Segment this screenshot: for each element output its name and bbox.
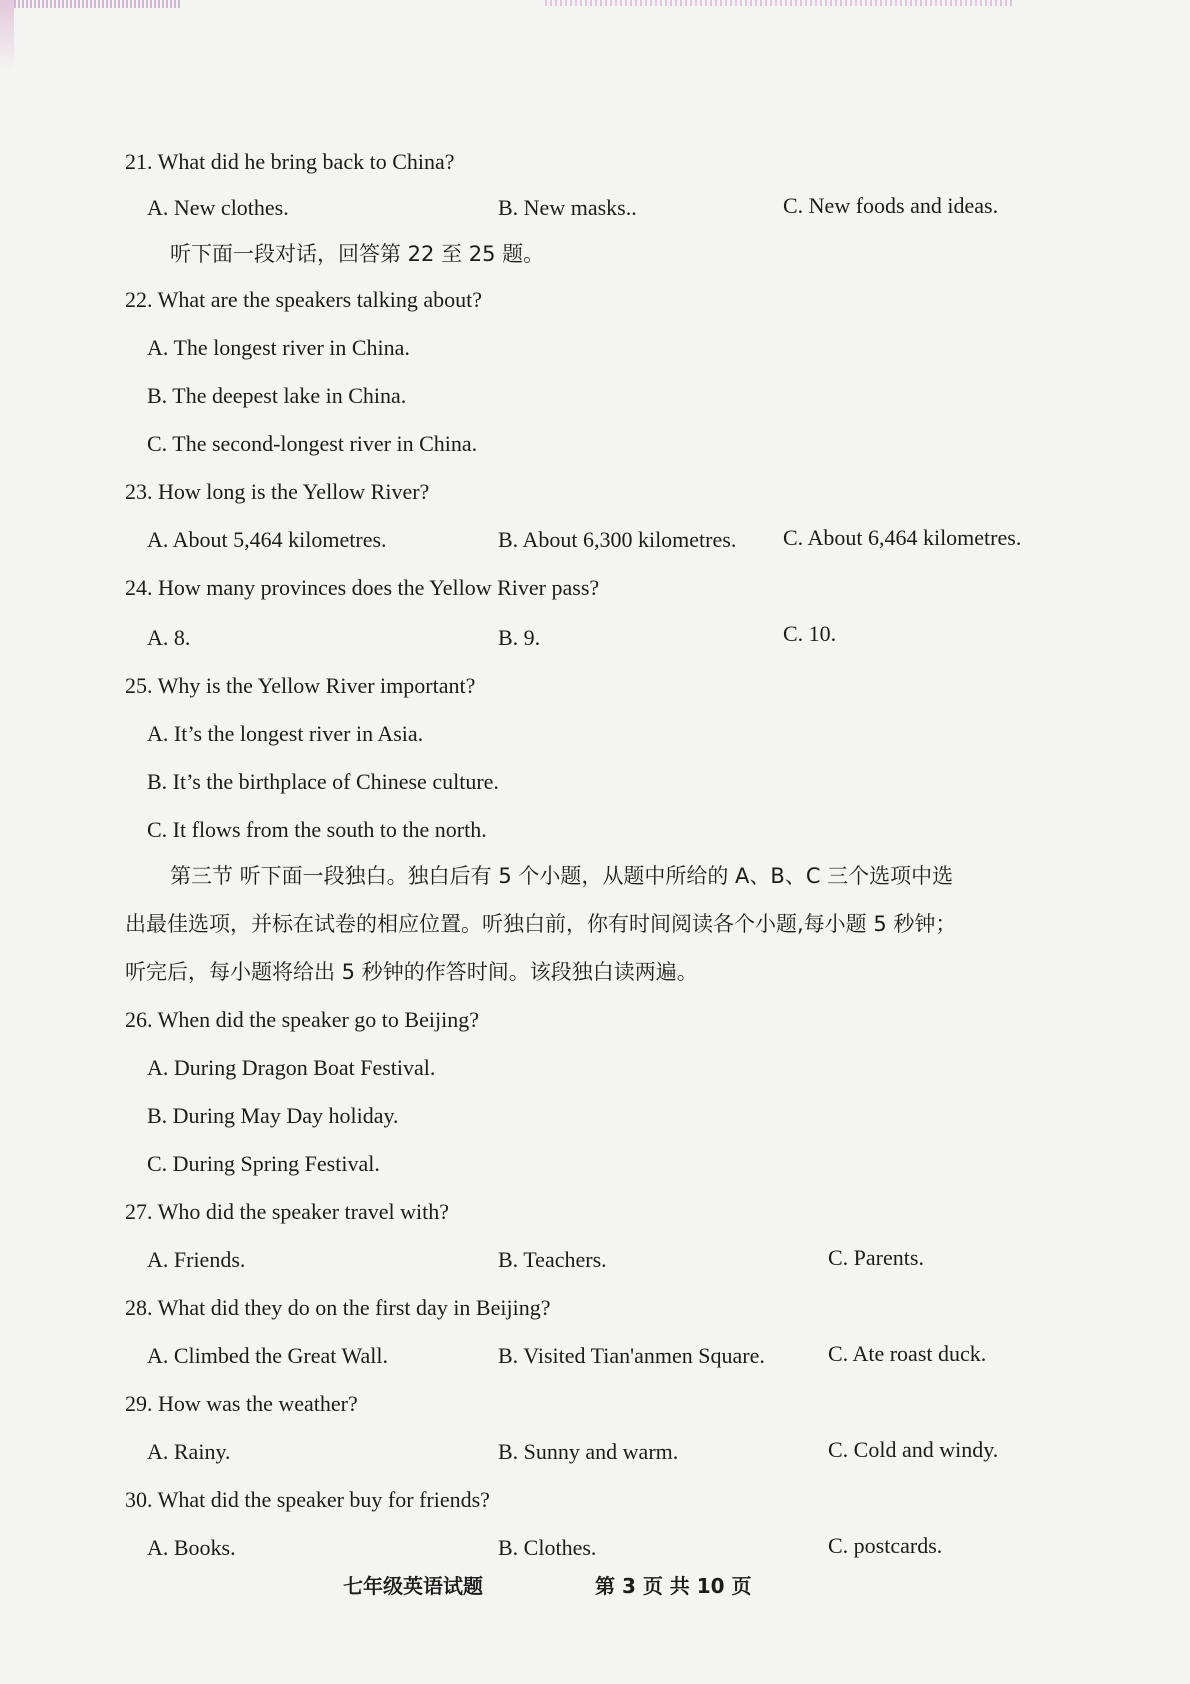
option-25-c: C. It flows from the south to the north. [147, 817, 487, 842]
scan-artifact-top-right [545, 0, 1015, 6]
option-25-b: B. It’s the birthplace of Chinese culture. [147, 769, 499, 794]
question-21: 21. What did he bring back to China? [125, 149, 455, 174]
option-27-c: C. Parents. [828, 1245, 924, 1270]
section3-line1: 第三节 听下面一段独白。独白后有 5 个小题，从题中所给的 A、B、C 三个选项中选 [170, 864, 954, 888]
option-26-a: A. During Dragon Boat Festival. [147, 1055, 436, 1080]
option-24-a: A. 8. [147, 625, 191, 650]
question-26: 26. When did the speaker go to Beijing? [125, 1007, 479, 1032]
option-26-b: B. During May Day holiday. [147, 1103, 399, 1128]
footer-title: 七年级英语试题 [343, 1574, 483, 1598]
option-27-a: A. Friends. [147, 1247, 246, 1272]
question-28: 28. What did they do on the first day in Beijing? [125, 1295, 551, 1320]
option-24-b: B. 9. [498, 625, 541, 650]
option-29-b: B. Sunny and warm. [498, 1439, 679, 1464]
question-27: 27. Who did the speaker travel with? [125, 1199, 449, 1224]
option-27-b: B. Teachers. [498, 1247, 607, 1272]
question-29: 29. How was the weather? [125, 1391, 358, 1416]
option-29-c: C. Cold and windy. [828, 1437, 999, 1462]
option-22-b: B. The deepest lake in China. [147, 383, 407, 408]
option-30-a: A. Books. [147, 1535, 236, 1560]
option-23-a: A. About 5,464 kilometres. [147, 527, 387, 552]
question-25: 25. Why is the Yellow River important? [125, 673, 476, 698]
question-24: 24. How many provinces does the Yellow River pass? [125, 575, 600, 600]
scan-artifact-left-edge [0, 0, 14, 70]
question-30: 30. What did the speaker buy for friends? [125, 1487, 490, 1512]
option-22-a: A. The longest river in China. [147, 335, 410, 360]
option-23-b: B. About 6,300 kilometres. [498, 527, 737, 552]
section3-line3: 听完后，每小题将给出 5 秒钟的作答时间。该段独白读两遍。 [125, 960, 698, 984]
option-25-a: A. It’s the longest river in Asia. [147, 721, 424, 746]
option-29-a: A. Rainy. [147, 1439, 231, 1464]
option-21-b: B. New masks.. [498, 195, 637, 220]
option-24-c: C. 10. [783, 621, 837, 646]
option-21-c: C. New foods and ideas. [783, 193, 999, 218]
option-30-b: B. Clothes. [498, 1535, 597, 1560]
option-22-c: C. The second-longest river in China. [147, 431, 478, 456]
section3-line2: 出最佳选项，并标在试卷的相应位置。听独白前，你有时间阅读各个小题,每小题 5 秒钟； [125, 912, 957, 936]
question-23: 23. How long is the Yellow River? [125, 479, 430, 504]
option-30-c: C. postcards. [828, 1533, 943, 1558]
option-21-a: A. New clothes. [147, 195, 289, 220]
option-23-c: C. About 6,464 kilometres. [783, 525, 1022, 550]
scan-artifact-top-left [10, 0, 180, 8]
option-28-c: C. Ate roast duck. [828, 1341, 987, 1366]
instruction-22-25: 听下面一段对话，回答第 22 至 25 题。 [170, 242, 545, 266]
option-28-b: B. Visited Tian'anmen Square. [498, 1343, 765, 1368]
question-22: 22. What are the speakers talking about? [125, 287, 482, 312]
option-26-c: C. During Spring Festival. [147, 1151, 380, 1176]
footer-page-number: 第 3 页 共 10 页 [595, 1574, 752, 1598]
option-28-a: A. Climbed the Great Wall. [147, 1343, 388, 1368]
